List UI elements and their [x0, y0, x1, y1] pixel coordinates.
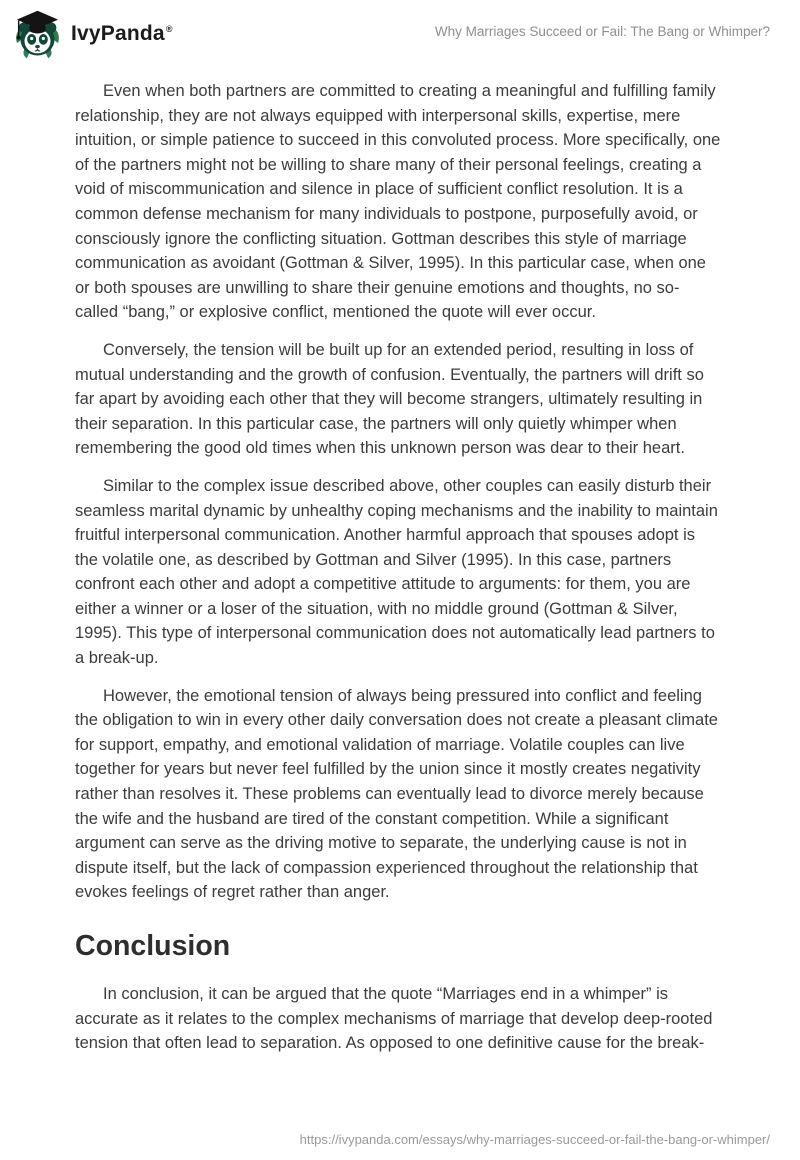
document-title: Why Marriages Succeed or Fail: The Bang or Whimper?	[434, 24, 770, 39]
essay-content	[0, 64, 800, 1056]
essay-paragraph-4: However, the emotional tension of always being pressured into conflict and feeling the obligation to win in every other daily conversation does not create a pleasant climate for support, empathy, and emotional validation of marriage. Volatile couples can live together for years but never feel fulfilled by the union since it mostly creates negativity rather than resolves it. These problems can eventually lead to divorce merely because the wife and the husband are tired of the constant competition. While a significant argument can serve as the driving motive to separate, the underlying cause is not in dispute itself, but the lack of compassion experienced throughout the relationship that evokes feelings of regret rather than anger.	[75, 686, 718, 902]
brand-name	[71, 22, 173, 46]
conclusion-heading: Conclusion	[75, 930, 231, 962]
essay-paragraph-5: In conclusion, it can be argued that the quote “Marriages end in a whimper” is accurate as it relates to the complex mechanisms of marriage that develop deep-rooted tension that often lead to separation. As opposed to one definitive cause for the break-	[75, 985, 713, 1053]
page-header	[0, 0, 800, 64]
ivypanda-brand[interactable]	[14, 8, 173, 60]
essay-paragraph-1: Even when both partners are committed to creating a meaningful and fulfilling family relationship, they are not always equipped with interpersonal skills, expertise, mere intuition, or simple patience to succeed in this convoluted process. More specifically, one of the partners might not be willing to share many of their personal feelings, creating a void of miscommunication and silence in place of sufficient conflict resolution. It is a common defense mechanism for many individuals to postpone, purposefully avoid, or consciously ignore the conflicting situation. Gottman describes this style of marriage communication as avoidant (Gottman & Silver, 1995). In this particular case, when one or both spouses are unwilling to share their genuine emotions and thoughts, no so-called “bang,” or explosive conflict, mentioned the quote will ever occur.	[75, 82, 721, 322]
essay-paragraph-3: Similar to the complex issue described above, other couples can easily disturb their seamless marital dynamic by unhealthy coping mechanisms and the inability to maintain fruitful interpersonal communication. Another harmful approach that spouses adopt is the volatile one, as described by Gottman and Silver (1995). In this case, partners confront each other and adopt a competitive attitude to arguments: for them, you are either a winner or a loser of the situation, with no middle ground (Gottman & Silver, 1995). This type of interpersonal communication does not automatically lead partners to a break-up.	[75, 476, 718, 668]
brand-name-text: IvyPanda	[71, 22, 165, 45]
essay-paragraph-2: Conversely, the tension will be built up for an extended period, resulting in loss of mutual understanding and the growth of confusion. Eventually, the partners will drift so far apart by avoiding each other that they will become strangers, ultimately resulting in their separation. In this particular case, the partners will only quietly whimper when remembering the good old times when this unknown person was dear to their heart.	[75, 340, 704, 458]
panda-graduate-logo-icon	[14, 8, 61, 60]
source-url-link[interactable]: https://ivypanda.com/essays/why-marriages-succeed-or-fail-the-bang-or-whimper/	[299, 1132, 770, 1147]
registered-mark: ®	[165, 24, 173, 34]
